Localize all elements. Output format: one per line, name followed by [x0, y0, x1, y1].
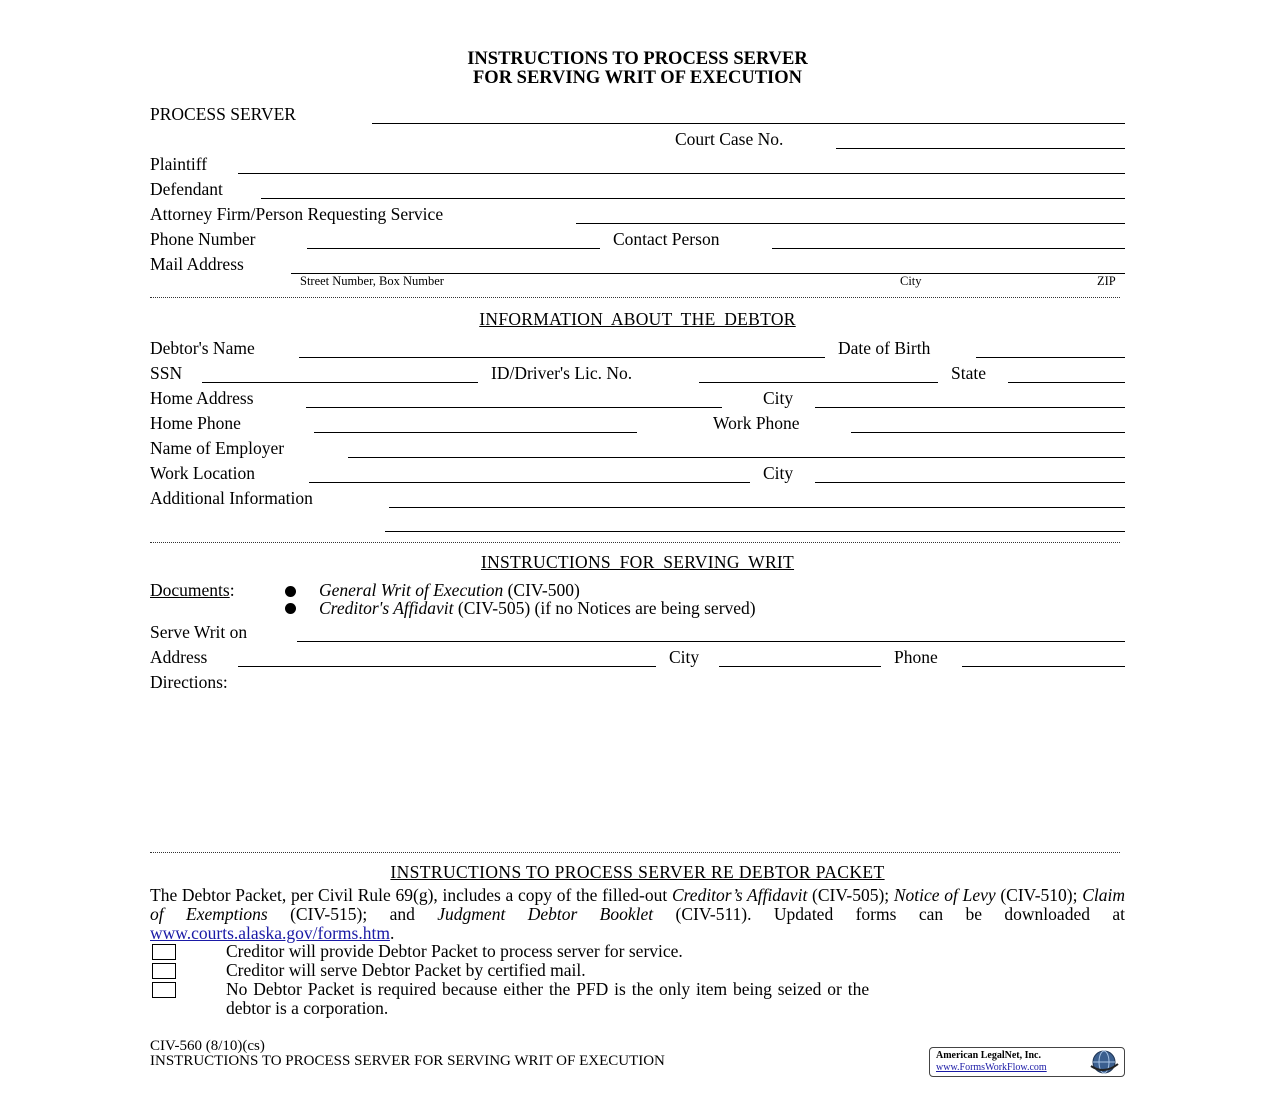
documents-label	[150, 580, 235, 601]
form-code: CIV-560 (8/10)(cs)	[150, 1038, 265, 1054]
document-2-code: (CIV-505) (if no Notices are being served)	[453, 598, 756, 618]
attorney-field[interactable]	[576, 223, 1125, 224]
drivers-license-field[interactable]	[699, 382, 938, 383]
directions-area[interactable]	[150, 695, 1125, 845]
document-item-2	[319, 598, 756, 619]
option-no-packet-label-line2: debtor is a corporation.	[226, 998, 389, 1018]
defendant-label: Defendant	[150, 179, 223, 199]
option-certified-mail-checkbox[interactable]	[152, 963, 176, 979]
work-city-label: City	[763, 463, 794, 483]
home-city-field[interactable]	[815, 407, 1125, 408]
process-server-label: PROCESS SERVER	[150, 104, 296, 124]
home-city-label: City	[763, 388, 794, 408]
drivers-license-label: ID/Driver's Lic. No.	[491, 363, 633, 383]
option-provide-checkbox[interactable]	[152, 944, 176, 960]
debtor-name-field[interactable]	[299, 357, 825, 358]
document-2-name: Creditor's Affidavit	[319, 598, 454, 618]
packet-affidavit: Creditor’s Affidavit	[671, 885, 808, 905]
option-certified-mail-label: Creditor will serve Debtor Packet by certified mail.	[226, 960, 586, 980]
state-label: State	[951, 363, 986, 383]
section-divider	[150, 297, 1120, 298]
additional-info-label: Additional Information	[150, 488, 313, 508]
option-no-packet-label: No Debtor Packet is required because either the PFD is the only item being seized or the	[226, 979, 870, 999]
serve-phone-label: Phone	[894, 647, 938, 667]
work-phone-field[interactable]	[851, 432, 1125, 433]
debtor-name-label: Debtor's Name	[150, 338, 255, 358]
city-sublabel: City	[900, 274, 922, 288]
packet-text-4: (CIV-515); and	[267, 904, 438, 924]
serve-writ-on-field[interactable]	[297, 641, 1125, 642]
globe-icon	[1088, 1049, 1120, 1075]
phone-number-label: Phone Number	[150, 229, 256, 249]
logo-url[interactable]: www.FormsWorkFlow.com	[936, 1062, 1047, 1073]
dob-label: Date of Birth	[838, 338, 931, 358]
form-title-line2: FOR SERVING WRIT OF EXECUTION	[473, 68, 802, 88]
home-address-field[interactable]	[306, 407, 722, 408]
packet-text-2: (CIV-505);	[807, 885, 894, 905]
section-divider	[150, 542, 1120, 543]
debtor-section-heading: INFORMATION ABOUT THE DEBTOR	[479, 309, 796, 329]
serve-writ-on-label: Serve Writ on	[150, 622, 248, 642]
documents-label-text: Documents	[150, 580, 230, 600]
serve-city-label: City	[669, 647, 700, 667]
packet-levy: Notice of Levy	[893, 885, 996, 905]
street-sublabel: Street Number, Box Number	[300, 274, 444, 288]
plaintiff-label: Plaintiff	[150, 154, 208, 174]
serve-address-label: Address	[150, 647, 208, 667]
zip-sublabel: ZIP	[1097, 274, 1116, 288]
bullet-icon	[285, 586, 296, 597]
packet-paragraph	[150, 886, 1125, 944]
process-server-field[interactable]	[372, 123, 1125, 124]
work-city-field[interactable]	[815, 482, 1125, 483]
option-no-packet-checkbox[interactable]	[152, 982, 176, 998]
contact-person-field[interactable]	[772, 248, 1125, 249]
option-provide-label: Creditor will provide Debtor Packet to process server for service.	[226, 941, 683, 961]
additional-info-field-line2[interactable]	[385, 531, 1125, 532]
work-location-label: Work Location	[150, 463, 256, 483]
serve-city-field[interactable]	[719, 666, 881, 667]
plaintiff-field[interactable]	[238, 173, 1125, 174]
document-1-name: General Writ of Execution	[319, 580, 504, 600]
logo-name: American LegalNet, Inc.	[936, 1050, 1041, 1061]
serve-address-field[interactable]	[238, 666, 656, 667]
packet-text-3: (CIV-510);	[995, 885, 1083, 905]
work-location-field[interactable]	[309, 482, 750, 483]
packet-text-1: The Debtor Packet, per Civil Rule 69(g), includes a copy of the filled-out	[150, 885, 672, 905]
phone-number-field[interactable]	[307, 248, 600, 249]
court-case-field[interactable]	[836, 148, 1125, 149]
employer-label: Name of Employer	[150, 438, 285, 458]
ssn-field[interactable]	[202, 382, 478, 383]
dob-field[interactable]	[976, 357, 1125, 358]
footer-form-title: INSTRUCTIONS TO PROCESS SERVER FOR SERVING WRIT OF EXECUTION	[150, 1053, 665, 1069]
work-phone-label: Work Phone	[713, 413, 800, 433]
state-field[interactable]	[1008, 382, 1125, 383]
home-phone-label: Home Phone	[150, 413, 241, 433]
ssn-label: SSN	[150, 363, 183, 383]
packet-section-heading: INSTRUCTIONS TO PROCESS SERVER RE DEBTOR PACKET	[390, 862, 885, 882]
packet-text-5: (CIV-511). Updated forms can be downloaded at	[653, 904, 1125, 924]
additional-info-field[interactable]	[389, 507, 1125, 508]
contact-person-label: Contact Person	[613, 229, 720, 249]
attorney-label: Attorney Firm/Person Requesting Service	[150, 204, 444, 224]
home-phone-field[interactable]	[314, 432, 637, 433]
publisher-logo	[929, 1047, 1125, 1077]
directions-label: Directions:	[150, 672, 228, 692]
court-case-label: Court Case No.	[675, 129, 784, 149]
serve-phone-field[interactable]	[962, 666, 1125, 667]
packet-claim: Claim of Exemptions	[150, 885, 1125, 924]
section-divider	[150, 852, 1120, 853]
document-1-code: (CIV-500)	[503, 580, 580, 600]
bullet-icon	[285, 603, 296, 614]
form-title-line1: INSTRUCTIONS TO PROCESS SERVER	[467, 49, 808, 69]
mail-address-label: Mail Address	[150, 254, 244, 274]
forms-link[interactable]: www.courts.alaska.gov/forms.htm	[150, 923, 390, 943]
packet-booklet: Judgment Debtor Booklet	[437, 904, 654, 924]
documents-label-colon: :	[229, 580, 235, 600]
employer-field[interactable]	[348, 457, 1125, 458]
home-address-label: Home Address	[150, 388, 254, 408]
packet-text-6: .	[389, 923, 395, 943]
defendant-field[interactable]	[261, 198, 1125, 199]
serving-section-heading: INSTRUCTIONS FOR SERVING WRIT	[480, 552, 795, 572]
